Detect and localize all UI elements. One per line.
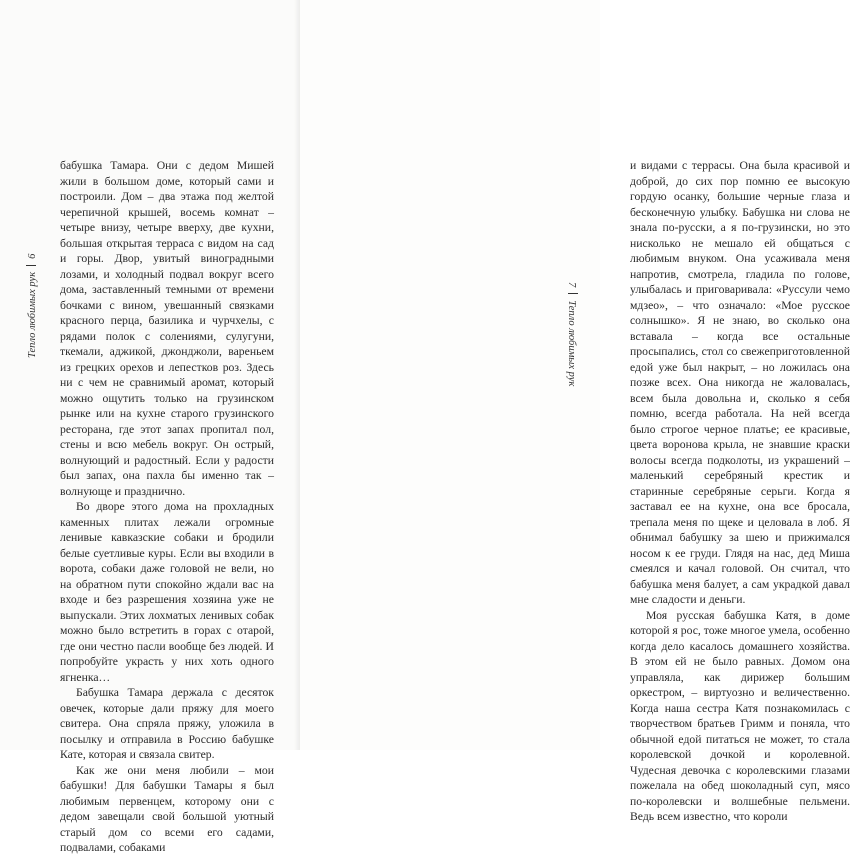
left-paragraph: Во дворе этого дома на прохладных каменных плитах лежали огромные ленивые кавказские собаки и бродили белые суетливые куры. Если вы входили в ворота, собаки даже головой не вели, но на обратном пути спокойно ждали вас на входе и без разрешения хозяина уже не выпускали. Этих лохматых ленивых собак можно было встретить в горах с отарой, где они честно пасли вообще без людей. И попробуйте украсть у них хоть одного ягненка…: [60, 500, 274, 684]
right-paragraph: и видами с террасы. Она была красивой и доброй, до сих пор помню ее высокую гордую осанку, большие черные глаза и бесконечную улыбку. Бабушка ни слова не знала по-русски, а я по-грузински, но это нисколько не мешало ей общаться с любимым внуком. Она усаживала меня напротив, смотрела, гладила по голове, улыбалась и приговаривала: «Руссули чемо мдзео», – что означало: «Мое русское солнышко». Я не знаю, во сколько она вставала – когда все остальные просыпались, стол со свежеприготовленной едой уже был накрыт, – но ложилась она позже всех. Она никогда не жаловалась, всем была довольна и, сколько я себя помню, всегда работала. На ней всегда было строгое черное платье; ее красивые, цвета воронова крыла, не знавшие краски волосы всегда подколоты, из украшений – маленький серебряный крестик и старинные серебряные серьги. Когда я заставал ее на кухне, она все бросала, трепала меня по щеке и целовала в лоб. Я обнимал бабушку за шею и прижимался носом к ее груди. Глядя на нас, дед Миша смеялся и качал головой. Он считал, что бабушка меня балует, а сам украдкой давал мне сладости и деньги.: [630, 159, 850, 606]
left-running-header: [26, 254, 38, 358]
left-paragraph: бабушка Тамара. Они с дедом Мишей жили в большом доме, который сами и построили. Дом – два этажа под желтой черепичной крышей, восемь комнат – четыре внизу, четыре вверху, две кухни, большая открытая терраса с видом на сад и горы. Двор, увитый виноградными лозами, и холодный подвал вокруг всего дома, заставленный темными от времени бочками с вином, увешанный связками красного перца, базилика и чурчхелы, с рядами полок с солениями, сулугуни, ткемали, аджикой, джонджоли, вареньем из грецких орехов и лепестков роз. Здесь ни с чем не сравнимый аромат, который можно ощутить только на грузинском рынке или на кухне старого грузинского ресторана, где этот запах пропитал пол, стены и всю мебель вокруг. Он острый, волнующий и радостный. Если у радости был запах, она пахла бы именно так – волнующе и празднично.: [60, 159, 274, 498]
left-header-rule: [26, 265, 36, 266]
right-running-title: Тепло любимых рук: [566, 300, 577, 387]
right-header-rule: [568, 293, 578, 294]
left-page: [0, 0, 300, 854]
left-paragraph: Как же они меня любили – мои бабушки! Для бабушки Тамары я был любимым первенцем, которому они с дедом завещали свой большой уютный старый дом со всеми его садами, подвалами, собаками: [60, 763, 274, 854]
left-page-text: [60, 158, 274, 856]
left-page-number: 6: [27, 253, 38, 259]
right-running-header: [566, 282, 578, 386]
left-running-title: Тепло любимых рук: [27, 271, 38, 358]
left-paragraph: Бабушка Тамара держала с десяток овечек, которые дали пряжу для моего свитера. Она спряла пряжу, уложила в посылку и отправила в Россию бабушке Кате, которая и связала свитер.: [60, 686, 274, 761]
right-page-text: [630, 158, 850, 825]
right-paragraph: Моя русская бабушка Катя, в доме которой я рос, тоже многое умела, особенно когда дело касалось домашнего хозяйства. В этом ей не было равных. Домом она управляла, как дирижер большим оркестром, – виртуозно и величественно. Когда наша сестра Катя познакомилась с творчеством братьев Гримм и поняла, что обычной едой питаться не может, то стала королевской дочкой и королевной. Чудесная девочка с королевскими глазами пожелала на обед шоколадный суп, мясо по-королевски и волшебные пельмени. Ведь всем известно, что короли: [630, 608, 850, 823]
right-page: [300, 0, 850, 823]
right-page-number: 7: [566, 282, 577, 288]
